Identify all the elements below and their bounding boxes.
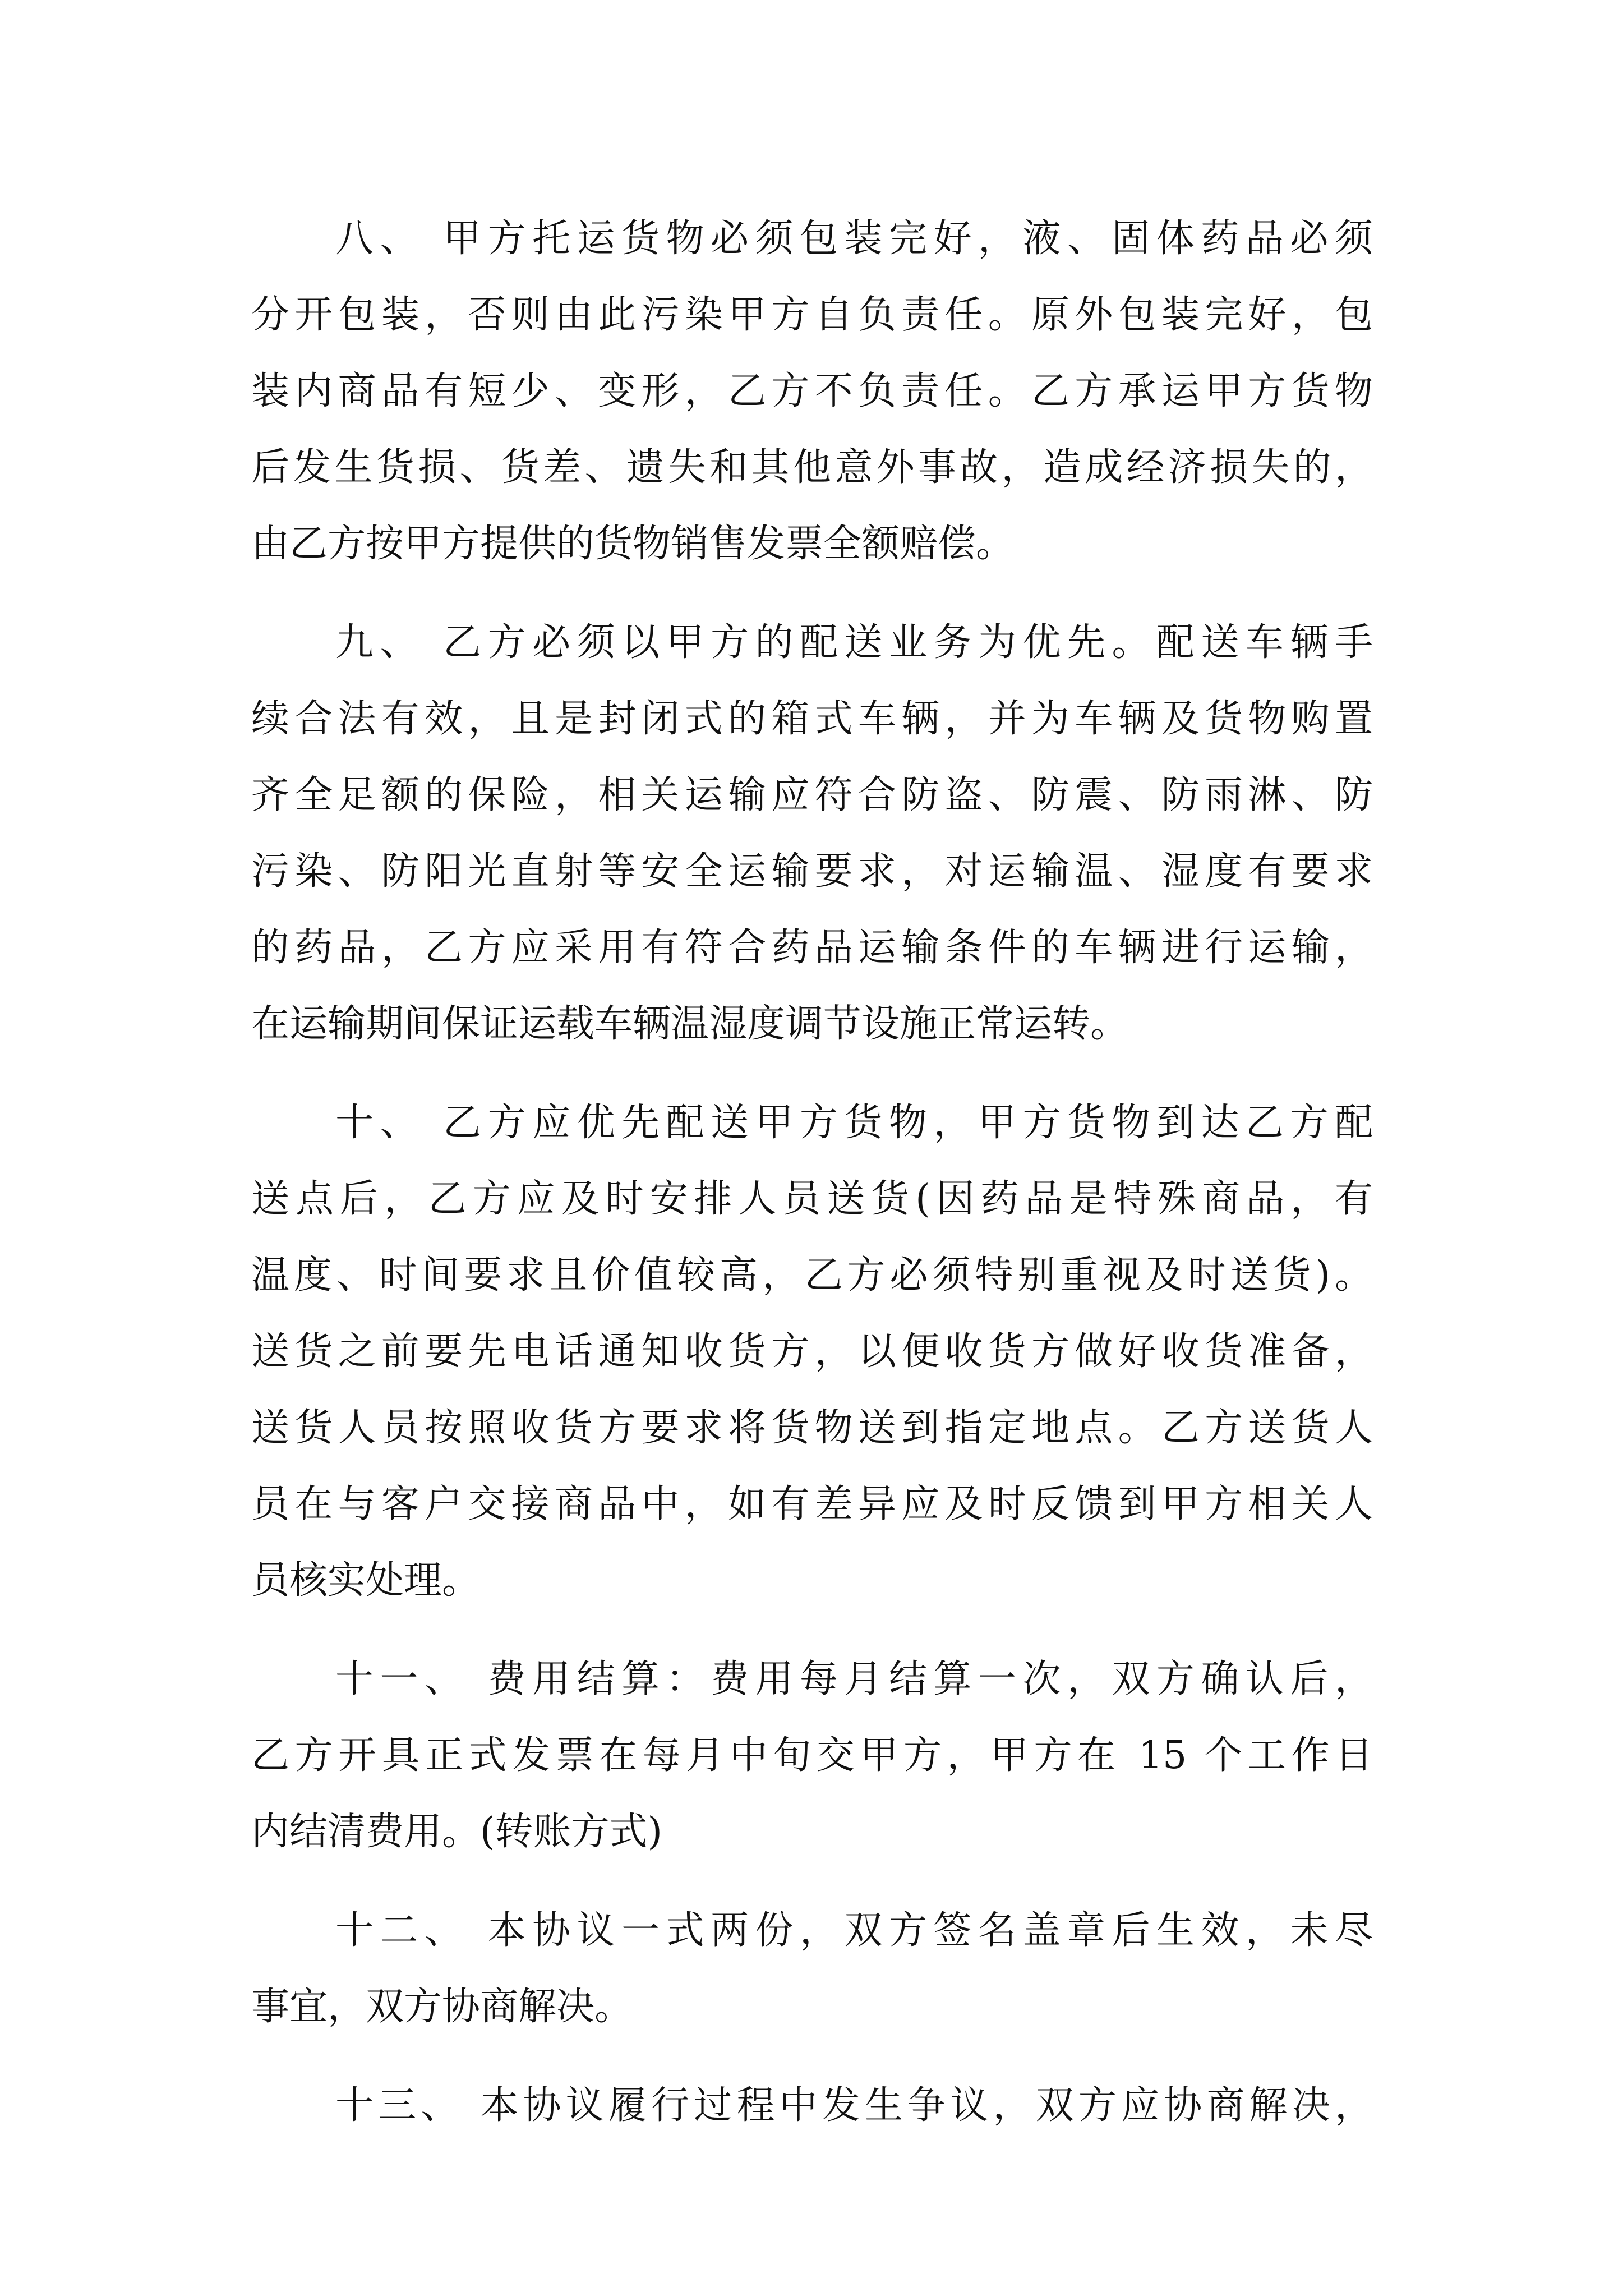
clause-12 (251, 1893, 1373, 2045)
clause-line: 的药品，乙方应采用有符合药品运输条件的车辆进行运输， (251, 926, 1373, 970)
clause-line: 装内商品有短少、变形，乙方不负责任。乙方承运甲方货物 (251, 369, 1373, 413)
clause-11 (251, 1641, 1373, 1870)
clause-line: 员在与客户交接商品中，如有差异应及时反馈到甲方相关人 (251, 1482, 1373, 1526)
clause-13 (251, 2068, 1373, 2144)
clause-8 (251, 201, 1373, 582)
clause-line: 十、 乙方应优先配送甲方货物，甲方货物到达乙方配 (335, 1101, 1373, 1145)
clause-line: 乙方开具正式发票在每月中旬交甲方，甲方在 15 个工作日 (251, 1733, 1373, 1778)
clause-line: 八、 甲方托运货物必须包装完好，液、固体药品必须 (335, 217, 1373, 261)
clause-line: 污染、防阳光直射等安全运输要求，对运输温、湿度有要求 (251, 849, 1373, 894)
clause-line: 温度、时间要求且价值较高，乙方必须特别重视及时送货)。 (251, 1253, 1373, 1297)
clause-line: 续合法有效，且是封闭式的箱式车辆，并为车辆及货物购置 (251, 697, 1373, 741)
clause-line: 送点后，乙方应及时安排人员送货(因药品是特殊商品，有 (251, 1177, 1373, 1221)
clause-line: 齐全足额的保险，相关运输应符合防盗、防震、防雨淋、防 (251, 773, 1373, 817)
clause-line: 员核实处理。 (251, 1558, 481, 1603)
clause-line: 送货之前要先电话通知收货方，以便收货方做好收货准备， (251, 1329, 1373, 1374)
clause-line: 送货人员按照收货方要求将货物送到指定地点。乙方送货人 (251, 1406, 1373, 1450)
clause-line: 内结清费用。(转账方式) (251, 1810, 663, 1854)
clause-10 (251, 1085, 1373, 1619)
document-page (251, 201, 1373, 2166)
clause-line: 十二、 本协议一式两份，双方签名盖章后生效，未尽 (335, 1908, 1373, 1953)
clause-line: 事宜，双方协商解决。 (251, 1985, 633, 2029)
clause-line: 后发生货损、货差、遗失和其他意外事故，造成经济损失的， (251, 445, 1373, 490)
clause-line: 分开包装，否则由此污染甲方自负责任。原外包装完好，包 (251, 293, 1373, 337)
clause-line: 九、 乙方必须以甲方的配送业务为优先。配送车辆手 (335, 620, 1373, 665)
clause-line: 在运输期间保证运载车辆温湿度调节设施正常运转。 (251, 1002, 1129, 1046)
clause-line: 由乙方按甲方提供的货物销售发票全额赔偿。 (251, 522, 1015, 566)
clause-line: 十三、 本协议履行过程中发生争议，双方应协商解决， (335, 2083, 1373, 2128)
clause-9 (251, 605, 1373, 1062)
clause-line: 十一、 费用结算：费用每月结算一次，双方确认后， (335, 1657, 1373, 1701)
